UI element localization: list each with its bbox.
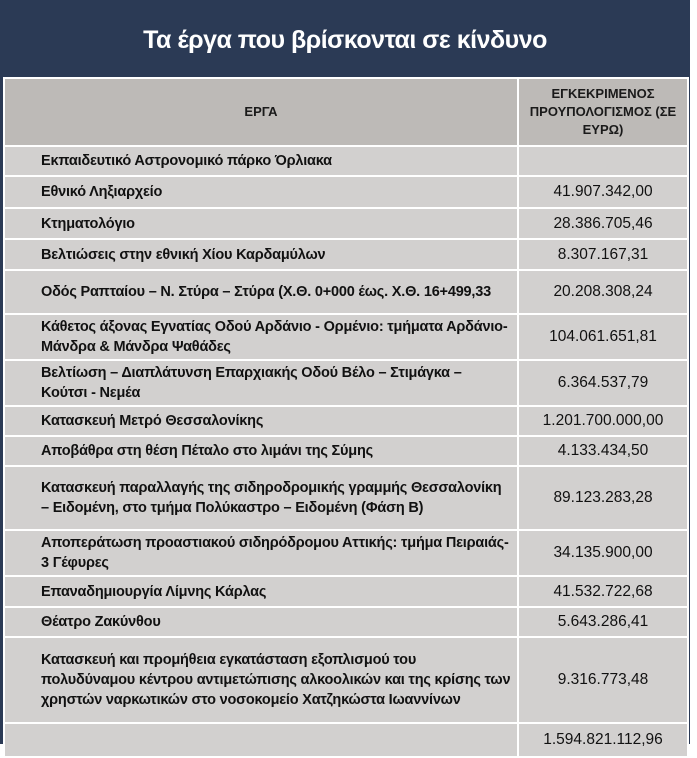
table-row — [4, 239, 688, 270]
project-name: Επαναδημιουργία Λίμνης Κάρλας — [4, 576, 518, 607]
project-budget: 8.307.167,31 — [518, 239, 688, 270]
table-row — [4, 360, 688, 406]
project-budget: 28.386.705,46 — [518, 208, 688, 239]
table-row — [4, 146, 688, 176]
table-row — [4, 176, 688, 208]
total-value: 1.594.821.112,96 — [518, 723, 688, 757]
project-budget: 4.133.434,50 — [518, 436, 688, 466]
header-budget: ΕΓΚΕΚΡΙΜΕΝΟΣ ΠΡΟΥΠΟΛΟΓΙΣΜΟΣ (ΣΕ ΕΥΡΩ) — [518, 78, 688, 146]
project-name: Αποπεράτωση προαστιακού σιδηρόδρομου Αττικής: τμήμα Πειραιάς- 3 Γέφυρες — [4, 530, 518, 576]
total-label — [4, 723, 518, 757]
table-row — [4, 314, 688, 360]
project-name: Βελτιώσεις στην εθνική Χίου Καρδαμύλων — [4, 239, 518, 270]
project-budget: 1.201.700.000,00 — [518, 406, 688, 436]
project-budget: 89.123.283,28 — [518, 466, 688, 530]
table-row — [4, 607, 688, 637]
project-budget: 20.208.308,24 — [518, 270, 688, 314]
table-row — [4, 270, 688, 314]
project-name: Οδός Ραπταίου – Ν. Στύρα – Στύρα (Χ.Θ. 0+000 έως. Χ.Θ. 16+499,33 — [4, 270, 518, 314]
project-name: Θέατρο Ζακύνθου — [4, 607, 518, 637]
project-name: Κατασκευή και προμήθεια εγκατάσταση εξοπλισμού του πολυδύναμου κέντρου αντιμετώπισης αλκοολικών και της κρίσης των χρηστών ναρκωτικών στο νοσοκομείο Χατζηκώστα Ιωαννίνων — [4, 637, 518, 723]
table-row — [4, 208, 688, 239]
header-projects: ΕΡΓΑ — [4, 78, 518, 146]
table-row — [4, 576, 688, 607]
project-budget: 104.061.651,81 — [518, 314, 688, 360]
project-name: Αποβάθρα στη θέση Πέταλο στο λιμάνι της Σύμης — [4, 436, 518, 466]
table-row — [4, 406, 688, 436]
project-budget: 34.135.900,00 — [518, 530, 688, 576]
project-budget: 5.643.286,41 — [518, 607, 688, 637]
project-name: Κτηματολόγιο — [4, 208, 518, 239]
project-budget: 41.532.722,68 — [518, 576, 688, 607]
project-budget — [518, 146, 688, 176]
project-name: Κατασκευή παραλλαγής της σιδηροδρομικής γραμμής Θεσσαλονίκη – Ειδομένη, στο τμήμα Πολύκαστρο – Ειδομένη (Φάση Β) — [4, 466, 518, 530]
projects-table — [3, 77, 689, 758]
project-name: Βελτίωση – Διαπλάτυνση Επαρχιακής Οδού Βέλο – Στιμάγκα – Κούτσι - Νεμέα — [4, 360, 518, 406]
project-budget: 6.364.537,79 — [518, 360, 688, 406]
project-name: Κάθετος άξονας Εγνατίας Οδού Αρδάνιο - Ορμένιο: τμήματα Αρδάνιο- Μάνδρα & Μάνδρα Ψαθάδες — [4, 314, 518, 360]
total-row — [4, 723, 688, 757]
table-row — [4, 466, 688, 530]
project-budget: 9.316.773,48 — [518, 637, 688, 723]
project-budget: 41.907.342,00 — [518, 176, 688, 208]
project-name: Κατασκευή Μετρό Θεσσαλονίκης — [4, 406, 518, 436]
table-title: Τα έργα που βρίσκονται σε κίνδυνο — [3, 3, 687, 77]
project-name: Εθνικό Ληξιαρχείο — [4, 176, 518, 208]
project-name: Εκπαιδευτικό Αστρονομικό πάρκο Όρλιακα — [4, 146, 518, 176]
table-row — [4, 436, 688, 466]
header-row — [4, 78, 688, 146]
table-row — [4, 637, 688, 723]
table-row — [4, 530, 688, 576]
